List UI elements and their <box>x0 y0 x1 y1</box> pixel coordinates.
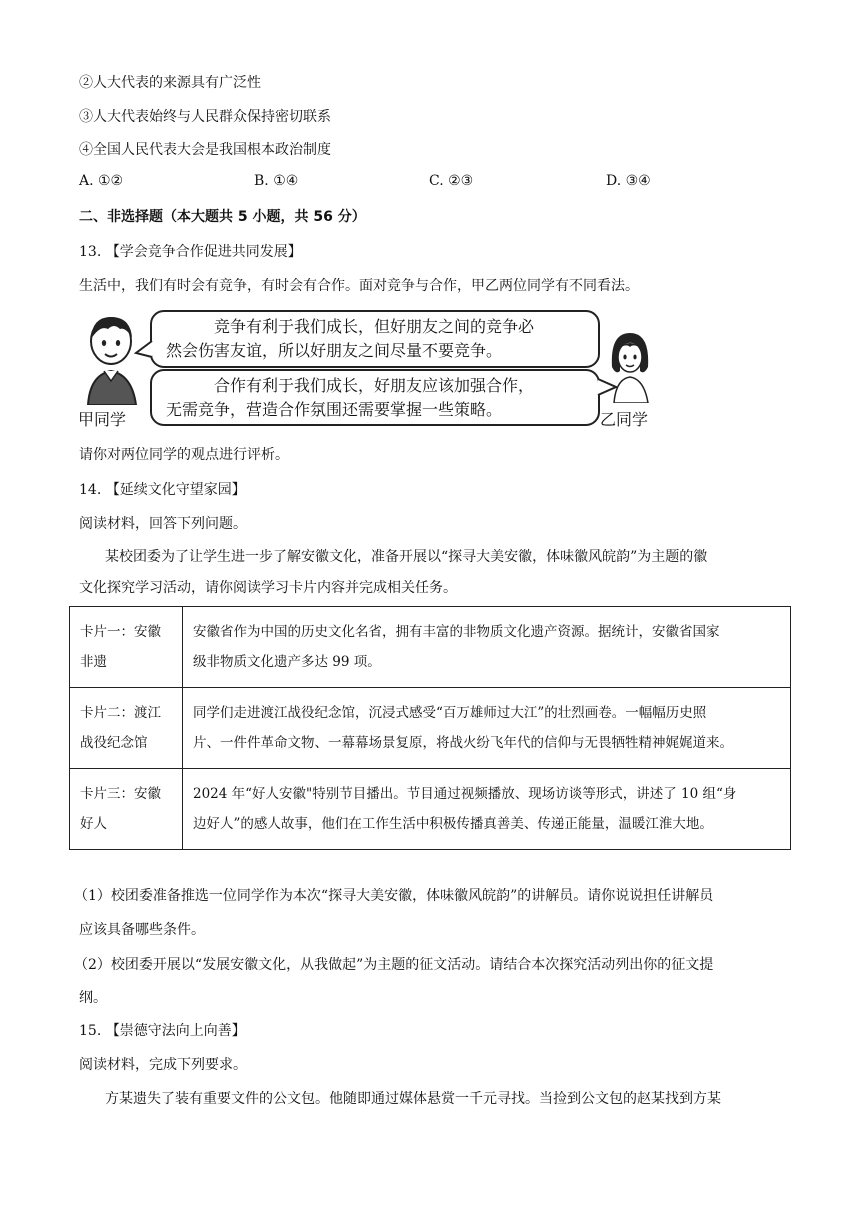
answer-options <box>79 173 779 193</box>
card-content-cell <box>183 607 791 688</box>
option-b: B. ①④ <box>254 173 299 189</box>
table-row <box>70 688 791 769</box>
choice-item-2: ②人大代表的来源具有广泛性 <box>79 75 261 91</box>
q13-question: 请你对两位同学的观点进行评析。 <box>79 447 289 463</box>
q13-intro: 生活中，我们有时会有竞争，有时会有合作。面对竞争与合作，甲乙两位同学有不同看法。 <box>79 278 639 294</box>
card-3-label-line-1: 卡片三：安徽 <box>80 786 161 802</box>
q14-paragraph-line-1: 某校团委为了让学生进一步了解安徽文化，准备开展以“探寻大美安徽，体味徽风皖韵”为主题的徽 <box>105 549 708 565</box>
card-3-label-line-2: 好人 <box>80 816 107 832</box>
option-a: A. ①② <box>79 173 124 189</box>
q14-sub2-line-1: （2）校团委开展以“发展安徽文化，从我做起”为主题的征文活动。请结合本次探究活动列出你的征文提 <box>74 957 714 973</box>
table-row <box>70 607 791 688</box>
card-content-cell <box>183 769 791 850</box>
boy-illustration <box>80 309 142 405</box>
card-label-cell <box>70 607 183 688</box>
card-2-text-line-1: 同学们走进渡江战役纪念馆，沉浸式感受“百万雄师过大江”的壮烈画卷。一幅幅历史照 <box>193 705 707 721</box>
bubble-b-line-1: 合作有利于我们成长，好朋友应该加强合作， <box>214 376 535 395</box>
table-row <box>70 769 791 850</box>
card-label-cell <box>70 688 183 769</box>
card-1-text-line-1: 安徽省作为中国的历史文化名省，拥有丰富的非物质文化遗产资源。据统计，安徽省国家 <box>193 624 720 640</box>
study-cards-table <box>69 606 791 850</box>
card-2-text-line-2: 片、一件件革命文物、一幕幕场景复原，将战火纷飞年代的信仰与无畏牺牲精神娓娓道来。 <box>193 735 733 751</box>
speech-bubble-a <box>150 310 600 368</box>
q14-sub2-line-2: 纲。 <box>79 990 107 1006</box>
cartoon-figure <box>76 303 651 433</box>
bubble-a-line-2: 然会伤害友谊，所以好朋友之间尽量不要竞争。 <box>166 341 503 360</box>
q13-title: 13. 【学会竞争合作促进共同发展】 <box>79 244 302 260</box>
choice-item-4: ④全国人民代表大会是我国根本政治制度 <box>79 142 331 158</box>
girl-illustration <box>608 327 652 403</box>
card-1-label-line-1: 卡片一：安徽 <box>80 624 161 640</box>
card-1-label-line-2: 非遗 <box>80 654 107 670</box>
q14-sub1-line-1: （1）校团委准备推选一位同学作为本次“探寻大美安徽，体味徽风皖韵”的讲解员。请你说说担任讲解员 <box>74 888 714 904</box>
q15-intro: 阅读材料，完成下列要求。 <box>79 1057 247 1073</box>
label-student-a: 甲同学 <box>78 410 127 429</box>
q14-sub1-line-2: 应该具备哪些条件。 <box>79 922 205 938</box>
card-content-cell <box>183 688 791 769</box>
card-2-label-line-2: 战役纪念馆 <box>80 735 148 751</box>
q14-title: 14. 【延续文化守望家园】 <box>79 482 246 498</box>
card-3-text-line-2: 边好人”的感人故事，他们在工作生活中积极传播真善美、传递正能量，温暖江淮大地。 <box>193 816 713 832</box>
q14-intro: 阅读材料，回答下列问题。 <box>79 516 247 532</box>
bubble-a-tail <box>134 339 154 361</box>
q15-title: 15. 【崇德守法向上向善】 <box>79 1023 246 1039</box>
option-d: D. ③④ <box>606 173 651 189</box>
choice-item-3: ③人大代表始终与人民群众保持密切联系 <box>79 109 331 125</box>
bubble-a-line-1: 竞争有利于我们成长，但好朋友之间的竞争必 <box>214 317 535 336</box>
card-1-text-line-2: 级非物质文化遗产多达 99 项。 <box>193 654 381 670</box>
option-c: C. ②③ <box>429 173 474 189</box>
bubble-b-line-2: 无需竞争，营造合作氛围还需要掌握一些策略。 <box>166 400 503 419</box>
label-student-b: 乙同学 <box>600 410 649 429</box>
q15-paragraph-line-1: 方某遗失了装有重要文件的公文包。他随即通过媒体悬赏一千元寻找。当捡到公文包的赵某找到方某 <box>105 1091 721 1107</box>
card-label-cell <box>70 769 183 850</box>
speech-bubble-b <box>150 369 600 426</box>
section-heading: 二、非选择题（本大题共 5 小题，共 56 分） <box>79 209 366 225</box>
card-3-text-line-1: 2024 年“好人安徽"特别节目播出。节目通过视频播放、现场访谈等形式，讲述了 10 组“身 <box>193 786 737 802</box>
q14-paragraph-line-2: 文化探究学习活动，请你阅读学习卡片内容并完成相关任务。 <box>79 580 457 596</box>
card-2-label-line-1: 卡片二：渡江 <box>80 705 161 721</box>
